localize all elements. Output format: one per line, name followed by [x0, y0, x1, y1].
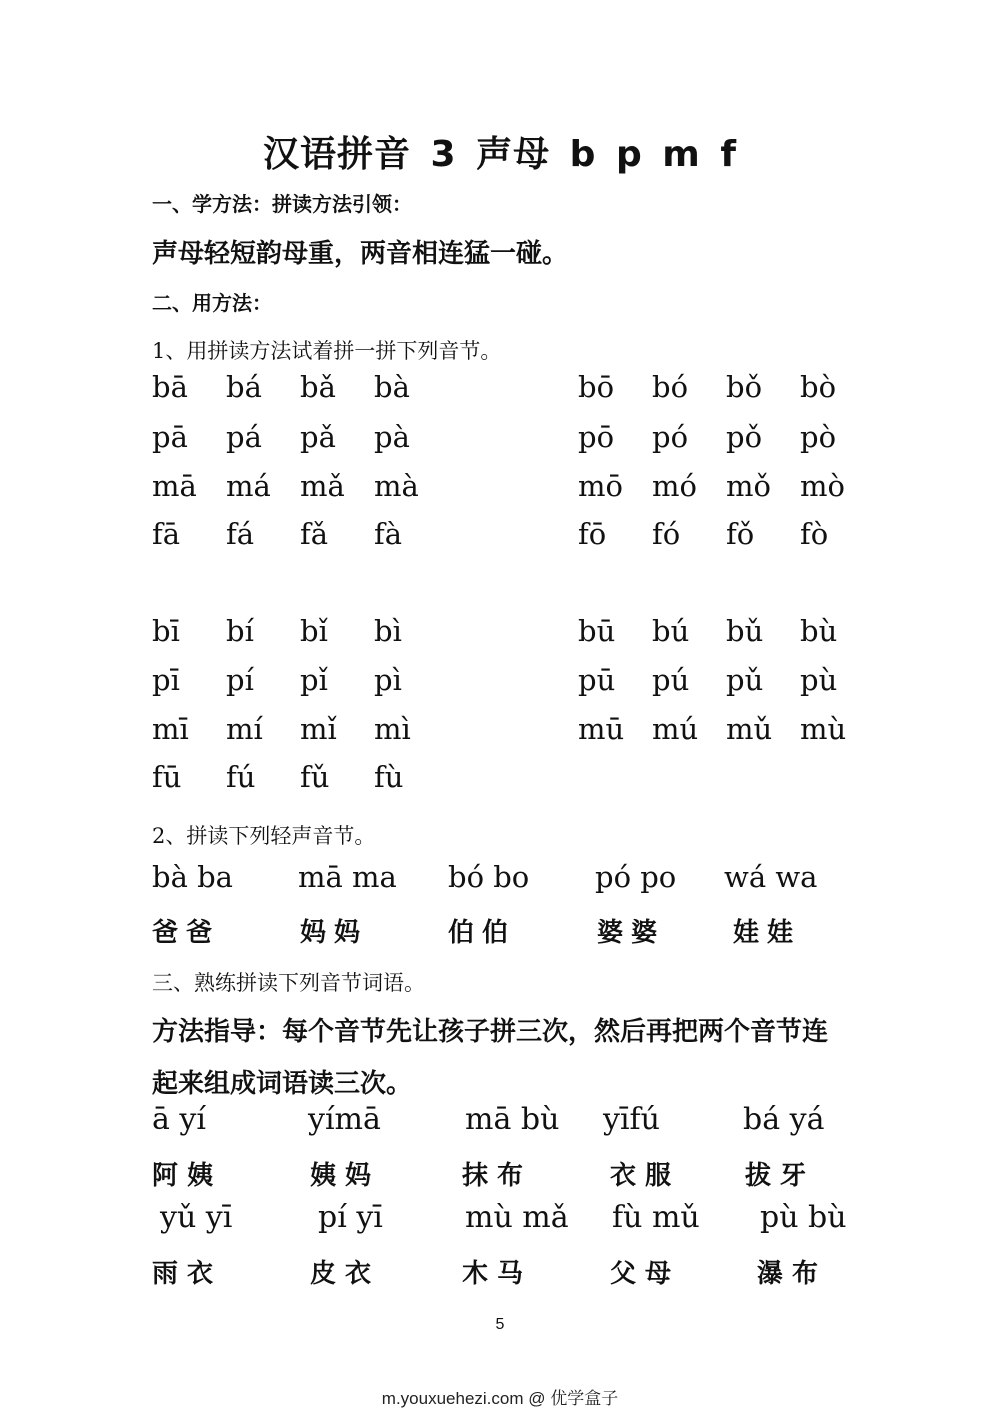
syllable: bó	[652, 370, 689, 404]
word-chars: 阿 姨	[152, 1161, 214, 1191]
word-pinyin: mā bù	[465, 1102, 560, 1137]
syllable: pà	[374, 420, 410, 454]
syllable: pù	[800, 663, 838, 697]
word-pinyin: bá yá	[743, 1102, 825, 1137]
syllable: fā	[152, 517, 181, 551]
syllable: pǐ	[300, 663, 328, 697]
syllable: pō	[578, 420, 615, 454]
neutral-pinyin: bà ba	[152, 860, 233, 894]
question-2: 2、拼读下列轻声音节。	[152, 824, 376, 848]
syllable: bō	[578, 370, 615, 404]
syllable: fú	[226, 760, 256, 794]
neutral-word: 婆婆	[597, 918, 666, 948]
neutral-pinyin: mā ma	[298, 860, 397, 894]
syllable: pó	[652, 420, 689, 454]
syllable: fó	[652, 517, 681, 551]
word-chars: 瀑 布	[757, 1259, 819, 1289]
syllable: mǔ	[726, 712, 773, 746]
syllable: mī	[152, 712, 189, 746]
syllable: mǒ	[726, 469, 771, 503]
neutral-word: 伯伯	[448, 918, 517, 948]
syllable: mǎ	[300, 469, 345, 503]
syllable: mū	[578, 712, 625, 746]
word-pinyin: yímā	[308, 1102, 381, 1137]
syllable: bì	[374, 614, 402, 648]
guide-line-1: 方法指导：每个音节先让孩子拼三次，然后再把两个音节连	[152, 1017, 829, 1047]
word-pinyin: ā yí	[152, 1102, 206, 1137]
neutral-pinyin: bó bo	[448, 860, 530, 894]
word-pinyin: fù mǔ	[612, 1200, 700, 1235]
syllable: mǐ	[300, 712, 337, 746]
word-pinyin: yīfú	[603, 1102, 660, 1137]
syllable: bò	[800, 370, 837, 404]
guide-line-2: 起来组成词语读三次。	[152, 1069, 413, 1099]
syllable: má	[226, 469, 271, 503]
word-pinyin: pí yī	[318, 1200, 383, 1235]
word-pinyin: mù mǎ	[465, 1200, 569, 1235]
syllable: bǎ	[300, 370, 336, 404]
syllable: bù	[800, 614, 838, 648]
word-chars: 姨 妈	[310, 1161, 372, 1191]
word-pinyin: yǔ yī	[160, 1200, 233, 1235]
syllable: mō	[578, 469, 623, 503]
syllable: fū	[152, 760, 182, 794]
syllable: pī	[152, 663, 180, 697]
footer-watermark: m.youxuehezi.com @ 优学盒子	[381, 1389, 619, 1408]
question-1: 1、用拼读方法试着拼一拼下列音节。	[152, 339, 502, 363]
syllable: pò	[800, 420, 837, 454]
word-chars: 木 马	[462, 1259, 524, 1289]
word-chars: 抹 布	[462, 1161, 524, 1191]
syllable: pā	[152, 420, 188, 454]
syllable: mò	[800, 469, 845, 503]
neutral-pinyin: wá wa	[724, 860, 818, 894]
syllable: mó	[652, 469, 697, 503]
section3-heading: 三、熟练拼读下列音节词语。	[152, 971, 425, 995]
syllable: bǒ	[726, 370, 763, 404]
syllable: bí	[226, 614, 254, 648]
neutral-word: 爸爸	[152, 918, 221, 948]
word-chars: 皮 衣	[310, 1259, 372, 1289]
syllable: bà	[374, 370, 410, 404]
syllable: mì	[374, 712, 411, 746]
syllable: mù	[800, 712, 847, 746]
syllable: fǎ	[300, 517, 329, 551]
syllable: pū	[578, 663, 616, 697]
syllable: bā	[152, 370, 188, 404]
neutral-pinyin: pó po	[595, 860, 677, 894]
word-chars: 衣 服	[610, 1161, 672, 1191]
syllable: bū	[578, 614, 616, 648]
syllable: bī	[152, 614, 180, 648]
syllable: mí	[226, 712, 263, 746]
word-chars: 拔 牙	[745, 1161, 807, 1191]
word-chars: 父 母	[610, 1259, 672, 1289]
syllable: pì	[374, 663, 402, 697]
syllable: fǒ	[726, 517, 755, 551]
syllable: pá	[226, 420, 262, 454]
syllable: bǐ	[300, 614, 328, 648]
syllable: fǔ	[300, 760, 330, 794]
section2-heading: 二、用方法：	[152, 291, 272, 315]
syllable: bǔ	[726, 614, 764, 648]
syllable: pǔ	[726, 663, 764, 697]
reading-rule: 声母轻短韵母重，两音相连猛一碰。	[152, 239, 569, 269]
syllable: fò	[800, 517, 829, 551]
page-title: 汉语拼音 3 声母 b p m f	[263, 134, 737, 175]
syllable: fà	[374, 517, 403, 551]
syllable: mú	[652, 712, 699, 746]
syllable: fù	[374, 760, 404, 794]
word-pinyin: pù bù	[760, 1200, 847, 1235]
syllable: fō	[578, 517, 607, 551]
syllable: pí	[226, 663, 254, 697]
syllable: mà	[374, 469, 419, 503]
word-chars: 雨 衣	[152, 1259, 214, 1289]
syllable: mā	[152, 469, 197, 503]
syllable: pǎ	[300, 420, 336, 454]
syllable: bá	[226, 370, 262, 404]
neutral-word: 妈妈	[300, 918, 369, 948]
neutral-word: 娃娃	[733, 918, 802, 948]
syllable: pú	[652, 663, 690, 697]
syllable: fá	[226, 517, 255, 551]
syllable: pǒ	[726, 420, 763, 454]
section1-heading: 一、学方法：拼读方法引领：	[152, 192, 412, 216]
syllable: bú	[652, 614, 690, 648]
page-number: 5	[495, 1316, 505, 1333]
